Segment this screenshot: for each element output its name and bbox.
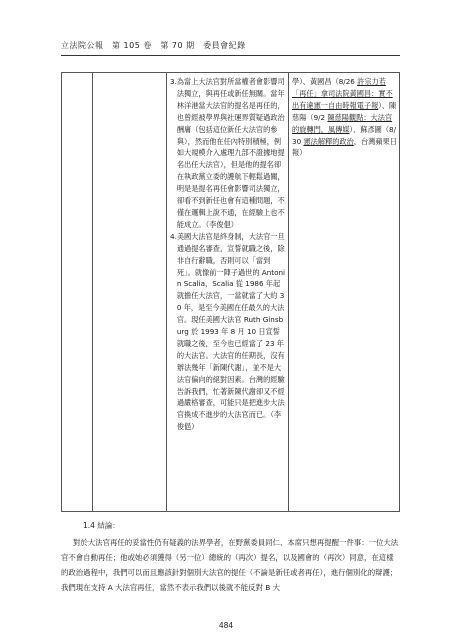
comparison-table — [61, 72, 400, 512]
source-text: ）、蘇彥圖（8/30 — [292, 124, 397, 146]
source-text: ，台灣蘋果日報） — [292, 136, 397, 158]
reason-number: 3. — [170, 77, 177, 86]
reason-item — [170, 231, 286, 433]
reason-number: 4. — [170, 231, 177, 241]
reasons-column — [170, 76, 286, 433]
conclusion-paragraph: 對於大法官再任的妥當性仍有疑義的法界學者，在野黨委員同仁、本席只想再提醒一件事：一位大法官不會自動再任；他或她必須獲得（另一位）總統的（再次）提名，以及國會的（再次）同意，在這樣的政治過程中，我們可以而且應該針對個別大法官的提任（不論是新任或者再任），進行個別化的辯護；我們現在支持 A 大法官再任，當然不表示我們以後就不能反對 B 大 — [61, 538, 399, 592]
sources-column — [292, 76, 397, 159]
gazette-header: 立法院公報 第 105 卷 第 70 期 委員會紀錄 — [61, 41, 246, 50]
source-text: 學）、黃國昌（8/26 — [292, 77, 358, 86]
source-link[interactable]: 憲法解釋的政治 — [303, 136, 354, 146]
reason-text: 為當上大法官對所當權者會影響司法獨立，與再任或新任無關。當年林洋港當大法官的提名是再任的，也曾經被學界與社運界質疑過政治酬庸（包括這位新任大法官的參與），然而他在任內特別積極，例如大規模介入處理九部不證據地提名出任大法官），但是他的提名卻在執政黨立委的護航下輕鬆過關，明是是提名再任會影響司法獨立，卻看不到新任也會有這種問題，不僅在邏輯上說不通，在經驗上也不能成立。（李俊俋） — [176, 77, 285, 229]
reason-item — [170, 76, 286, 231]
reason-text: 美國大法官是終身制，大法官一旦通過提名審查，宣誓就職之後，除非自行辭職，否則可以「當到死」。就像前一陣子過世的 Antonin Scalia，Scalia 從 1986 年起就擔任大法官，一當就當了大約 30 年，是至今美國在任最久的大法官。現任美國大法官 Ruth Ginsburg 於 1993 年 8 月 10 日宣誓就職之後，至今也已經當了 23 年的大法官。大法官的任期長，沒有辦法幾年「新陳代謝」，並不是大法官偏向的絕對因素。台灣的經驗告訴我們，忙著新陳代謝卻又不經過嚴格審查，可能只是把進步大法官換成不進步的大法官而已。（李俊俋） — [176, 231, 286, 432]
header-rule — [61, 55, 400, 56]
source-link[interactable]: 陳慈陽觀點：大法官的旋轉門，風傳媒 — [292, 112, 393, 134]
section-heading: 1.4 結論： — [83, 521, 120, 530]
column-divider-1 — [92, 73, 93, 511]
column-divider-2 — [166, 73, 167, 511]
source-text: ）、陳慈陽（9/2 — [292, 100, 397, 122]
source-link[interactable]: 許宗力若「再任」拿司法院黃國昌：實不出有違憲一自由時報電子報 — [292, 77, 393, 110]
column-divider-3 — [288, 73, 289, 511]
page-number: 484 — [218, 621, 234, 630]
